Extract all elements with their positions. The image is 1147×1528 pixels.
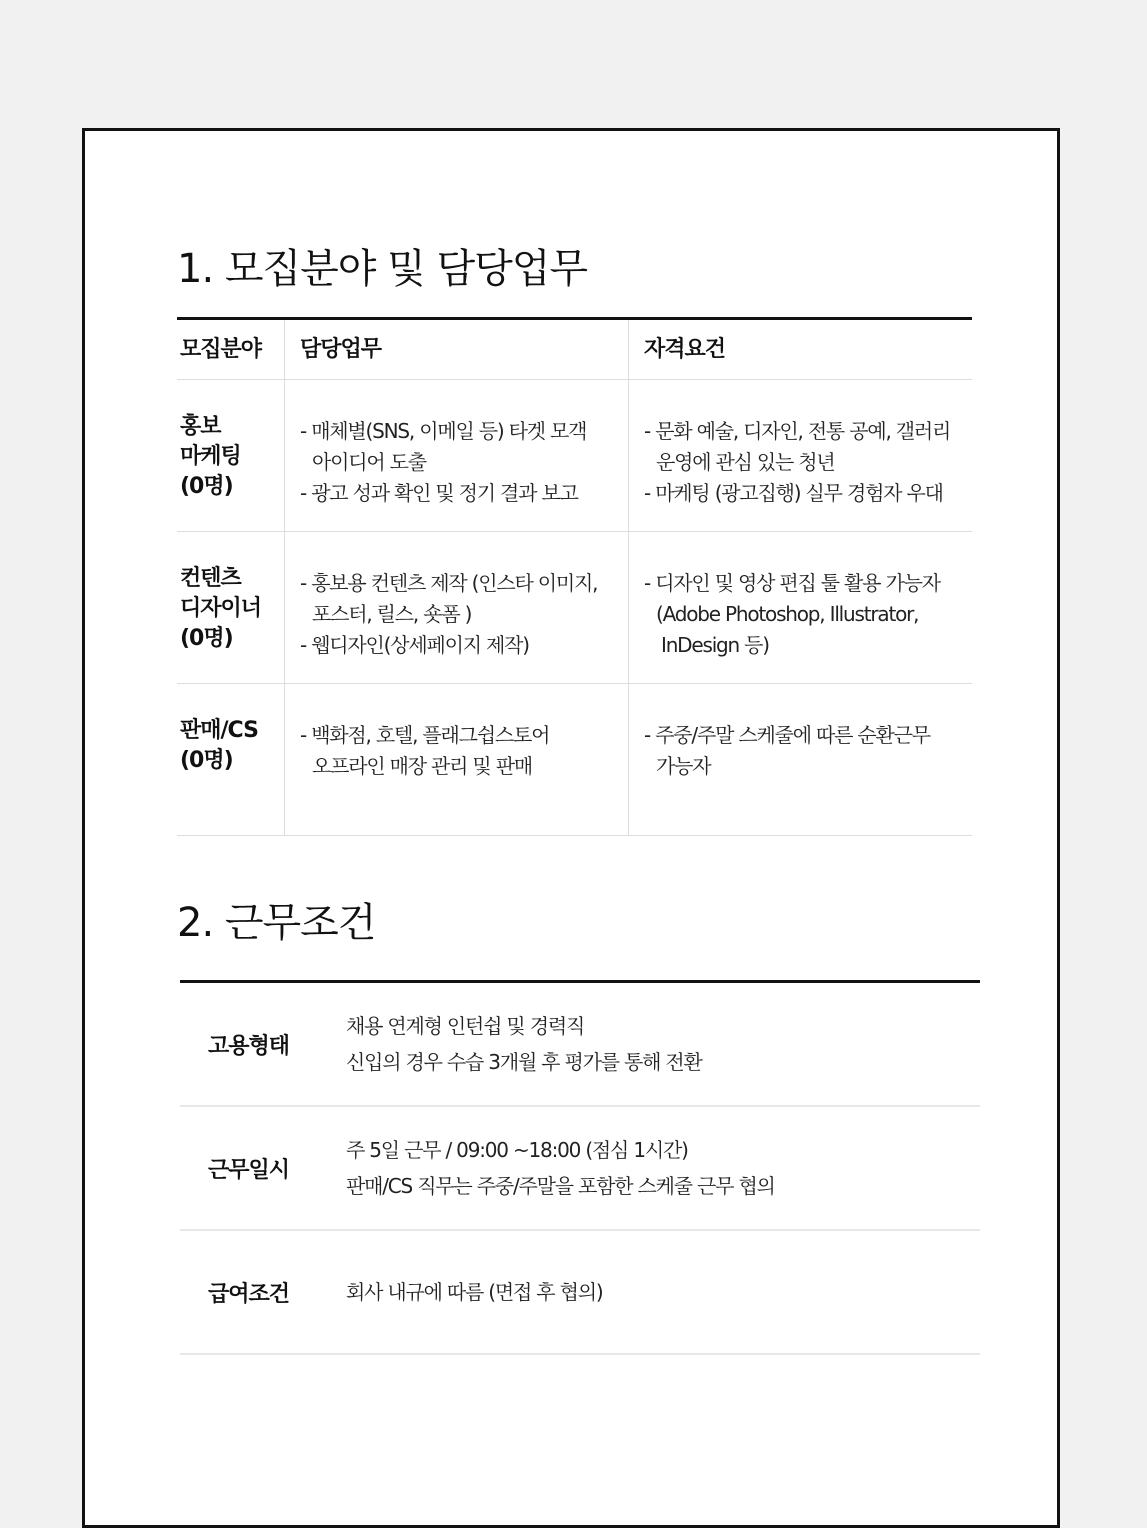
- qual-item: 운영에 관심 있는 청년: [656, 450, 835, 474]
- recruitment-table: [177, 317, 972, 836]
- qual-item: - 디자인 및 영상 편집 툴 활용 가능자: [644, 568, 972, 599]
- table-row: [180, 1107, 980, 1231]
- duty-item: 아이디어 도출: [312, 450, 426, 474]
- duties-cell: [284, 532, 628, 683]
- table-row: [180, 983, 980, 1107]
- duty-item: - 웹디자인(상세페이지 제작): [300, 630, 628, 661]
- qual-item: 가능자: [656, 754, 711, 778]
- field-label: 컨텐츠 디자이너 (0명): [180, 566, 262, 651]
- table-row: [177, 532, 972, 684]
- condition-label: 급여조건: [208, 1281, 290, 1307]
- quals-cell: [628, 684, 972, 835]
- duty-item: - 홍보용 컨텐츠 제작 (인스타 이미지,: [300, 568, 628, 599]
- condition-line: 신입의 경우 수습 3개월 후 평가를 통해 전환: [346, 1050, 702, 1074]
- condition-value: [346, 1008, 980, 1080]
- duties-cell: [284, 684, 628, 835]
- condition-label: 근무일시: [208, 1157, 290, 1183]
- duty-item: - 광고 성과 확인 및 정기 결과 보고: [300, 478, 628, 509]
- condition-line: 회사 내규에 따름 (면접 후 협의): [346, 1280, 603, 1304]
- duty-item: - 매체별(SNS, 이메일 등) 타겟 모객: [300, 416, 628, 447]
- field-label: 판매/CS (0명): [180, 718, 258, 773]
- condition-line: 채용 연계형 인턴쉽 및 경력직: [346, 1014, 585, 1038]
- condition-line: 판매/CS 직무는 주중/주말을 포함한 스케줄 근무 협의: [346, 1174, 775, 1198]
- duty-item: 오프라인 매장 관리 및 판매: [312, 754, 532, 778]
- duty-item: - 백화점, 호텔, 플래그쉽스토어: [300, 720, 628, 751]
- table-row: [180, 1231, 980, 1355]
- header-field: 모집분야: [180, 337, 262, 362]
- table-header: [177, 320, 972, 380]
- duty-item: 포스터, 릴스, 숏폼 ): [312, 602, 472, 626]
- table-row: [177, 380, 972, 532]
- qual-item: - 문화 예술, 디자인, 전통 공예, 갤러리: [644, 416, 972, 447]
- condition-label: 고용형태: [208, 1033, 290, 1059]
- qual-item: - 주중/주말 스케줄에 따른 순환근무: [644, 720, 972, 751]
- duties-cell: [284, 380, 628, 531]
- job-posting-card: [82, 128, 1060, 1528]
- conditions-table: [180, 980, 980, 1355]
- header-qualifications: 자격요건: [628, 320, 972, 379]
- section-title-recruitment: 1. 모집분야 및 담당업무: [177, 246, 588, 292]
- section-title-conditions: 2. 근무조건: [177, 900, 376, 946]
- table-row: [177, 684, 972, 836]
- condition-value: [346, 1132, 980, 1204]
- quals-cell: [628, 532, 972, 683]
- qual-item: (Adobe Photoshop, Illustrator,: [656, 602, 919, 626]
- header-duties: 담당업무: [284, 320, 628, 379]
- condition-line: 주 5일 근무 / 09:00 ~18:00 (점심 1시간): [346, 1138, 688, 1162]
- qual-item: - 마케팅 (광고집행) 실무 경험자 우대: [644, 478, 972, 509]
- field-label: 홍보 마케팅 (0명): [180, 414, 241, 499]
- condition-value: [346, 1274, 980, 1310]
- qual-item: InDesign 등): [661, 633, 769, 657]
- quals-cell: [628, 380, 972, 531]
